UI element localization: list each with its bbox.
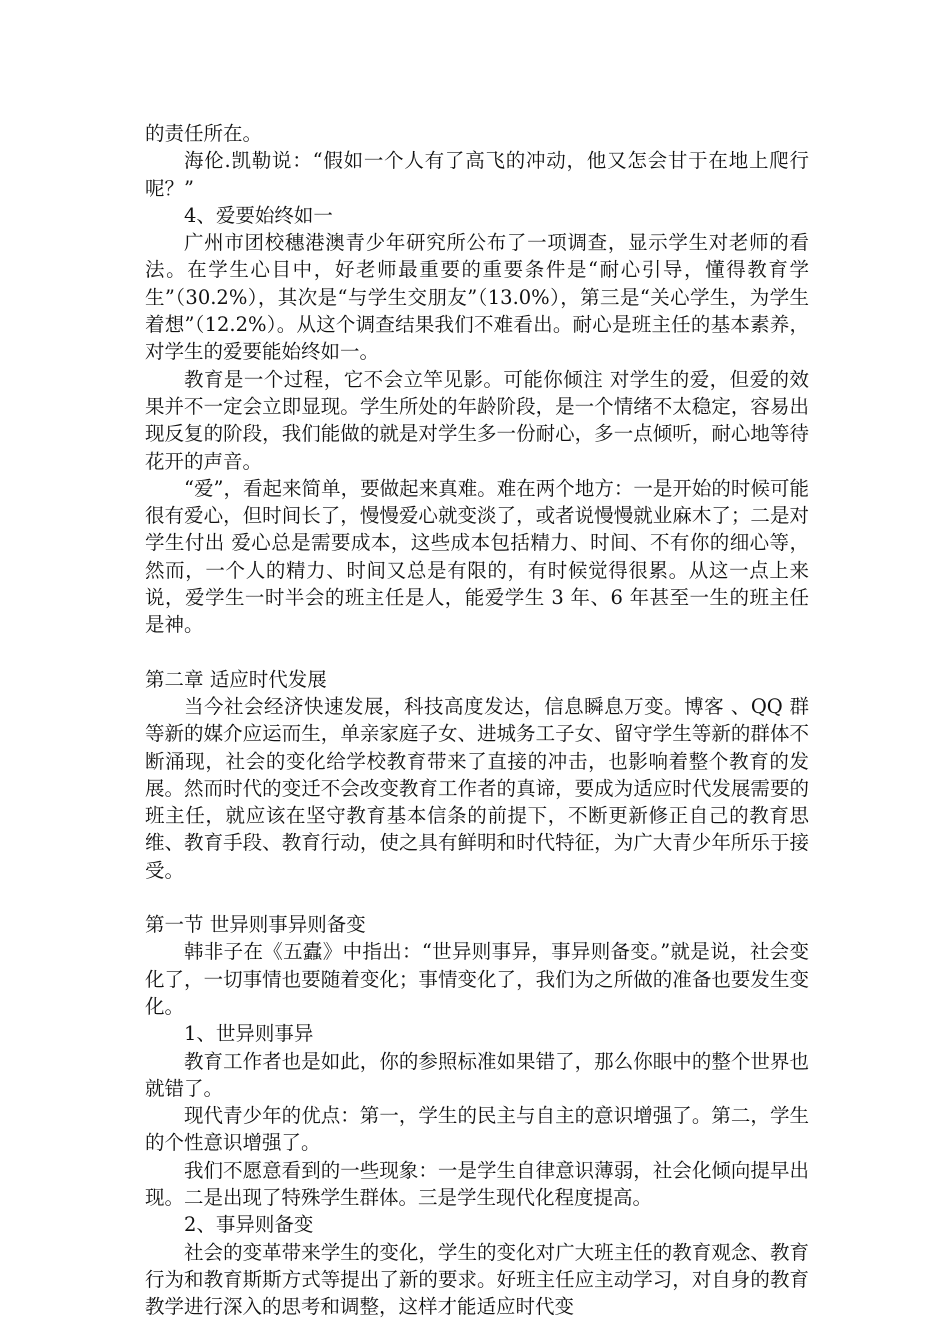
paragraph-gap — [145, 884, 809, 911]
chapter-heading: 第二章 适应时代发展 — [145, 667, 327, 691]
paragraph-love-difficulty: “爱”，看起来简单，要做起来真难。难在两个地方：一是开始的时候可能很有爱心，但时间长了，慢慢爱心就变淡了，或者说慢慢就业麻木了；二是对学生付出 爱心总是需要成本，这些成本包括精力、时间、不有你的细心等，然而，一个人的精力、时间又总是有限的，有时候觉得很累。从这一点上来说，爱学生一时半会的班主任是人，能爱学生 3 年、6 年甚至一生的班主任是神。 — [145, 476, 809, 637]
paragraph-gap — [145, 639, 809, 666]
subheading-world-changes: 1、世异则事异 — [184, 1022, 314, 1046]
paragraph-continuation: 的责任所在。 — [145, 122, 263, 145]
paragraph-reference-standard: 教育工作者也是如此，你的参照标准如果错了，那么你眼中的整个世界也就错了。 — [145, 1049, 809, 1100]
paragraph-education-process: 教育是一个过程，它不会立竿见影。可能你倾注 对学生的爱，但爱的效果并不一定会立即显现。学生所处的年龄阶段，是一个情绪不太稳定，容易出现反复的阶段，我们能做的就是对学生多一份耐心，多一点倾听，耐心地等待花开的声音。 — [145, 367, 809, 473]
paragraph-han-feizi: 韩非子在《五蠹》中指出：“世异则事异，事异则备变。”就是说，社会变化了，一切事情也要随着变化；事情变化了，我们为之所做的准备也要发生变化。 — [145, 940, 809, 1018]
document-page — [145, 120, 809, 1320]
paragraph-unwanted-phenomena: 我们不愿意看到的一些现象：一是学生自律意识薄弱，社会化倾向提早出现。二是出现了特殊学生群体。三是学生现代化程度提高。 — [145, 1158, 809, 1209]
paragraph-chapter-intro: 当今社会经济快速发展，科技高度发达，信息瞬息万变。博客 、QQ 群等新的媒介应运而生，单亲家庭子女、进城务工子女、留守学生等新的群体不断涌现，社会的变化给学校教育带来了直接的冲击，也影响着整个教育的发展。然而时代的变迁不会改变教育工作者的真谛，要成为适应时代发展需要的班主任，就应该在坚守教育基本信条的前提下，不断更新修正自己的教育思维、教育手段、教育行动，使之具有鲜明和时代特征，为广大青少年所乐于接受。 — [145, 694, 809, 882]
paragraph-quote-helen-keller: 海伦.凯勒说：“假如一个人有了高飞的冲动，他又怎会甘于在地上爬行呢？” — [145, 149, 809, 200]
section-heading: 第一节 世异则事异则备变 — [145, 913, 366, 937]
subheading-love-consistent: 4、爱要始终如一 — [184, 203, 333, 227]
paragraph-social-change: 社会的变革带来学生的变化，学生的变化对广大班主任的教育观念、教育行为和教育斯斯方式等提出了新的要求。好班主任应主动学习，对自身的教育教学进行深入的思考和调整，这样才能适应时代变 — [145, 1240, 809, 1319]
paragraph-survey: 广州市团校穗港澳青少年研究所公布了一项调查，显示学生对老师的看法。在学生心目中，好老师最重要的重要条件是“耐心引导，懂得教育学生”（30.2%），其次是“与学生交朋友”（13.0%），第三是“关心学生，为学生着想”（12.2%）。从这个调查结果我们不难看出。耐心是班主任的基本素养，对学生的爱要能始终如一。 — [145, 231, 809, 364]
paragraph-youth-strengths: 现代青少年的优点：第一，学生的民主与自主的意识增强了。第二，学生的个性意识增强了。 — [145, 1104, 809, 1155]
subheading-things-change: 2、事异则备变 — [184, 1213, 314, 1237]
